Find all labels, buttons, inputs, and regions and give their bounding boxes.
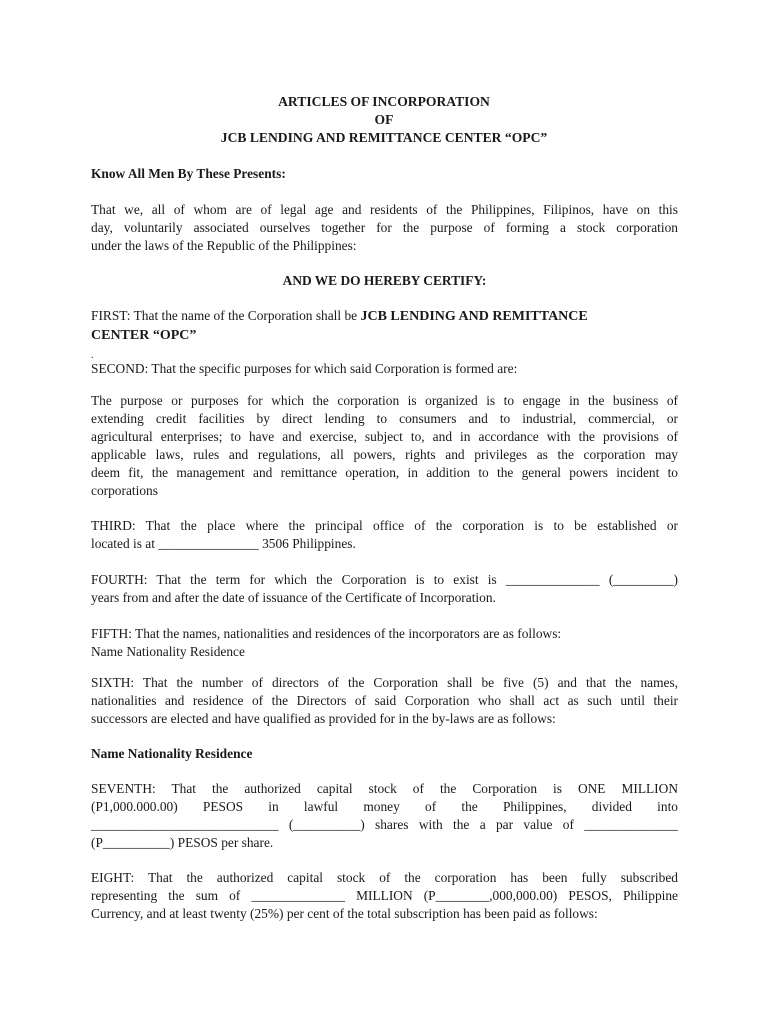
purpose-paragraph bbox=[91, 392, 678, 499]
purpose-line: agricultural enterprises; to have and exercise, subject to, and in accordance with the provisions of bbox=[91, 428, 678, 444]
eighth-line: representing the sum of ______________ MILLION (P________,000,000.00) PESOS, Philippine bbox=[91, 887, 678, 903]
purpose-line: deem fit, the management and remittance operation, in addition to the general powers incident to bbox=[91, 464, 678, 480]
first-prefix: FIRST: That the name of the Corporation shall be bbox=[91, 308, 361, 323]
intro-line: under the laws of the Republic of the Philippines: bbox=[91, 237, 357, 253]
fifth-article bbox=[91, 625, 678, 661]
stray-dot: . bbox=[91, 349, 94, 361]
first-article bbox=[91, 307, 678, 363]
intro-line: That we, all of whom are of legal age and residents of the Philippines, Filipinos, have on this bbox=[91, 202, 678, 217]
seventh-line: ____________________________ (__________) shares with the a par value of ______________ bbox=[91, 816, 678, 832]
purpose-line: The purpose or purposes for which the corporation is organized is to engage in the business of bbox=[91, 393, 678, 408]
eighth-article bbox=[91, 869, 678, 923]
purpose-line: extending credit facilities by direct lending to consumers and to industrial, commercial, or bbox=[91, 410, 678, 426]
name-nationality-heading: Name Nationality Residence bbox=[91, 746, 253, 761]
eighth-line: Currency, and at least twenty (25%) per cent of the total subscription has been paid as follows: bbox=[91, 905, 598, 921]
title-line-2: OF bbox=[374, 112, 394, 127]
third-article bbox=[91, 517, 678, 553]
sixth-article bbox=[91, 674, 678, 728]
sixth-line: nationalities and residence of the Directors of said Corporation who shall act as such until their bbox=[91, 692, 678, 708]
third-line: THIRD: That the place where the principal office of the corporation is to be established or bbox=[91, 518, 678, 533]
intro-line: day, voluntarily associated ourselves together for the purpose of forming a stock corporation bbox=[91, 219, 678, 235]
second-article: SECOND: That the specific purposes for which said Corporation is formed are: bbox=[91, 361, 518, 376]
intro-paragraph bbox=[91, 201, 678, 255]
document-title bbox=[0, 93, 768, 147]
eighth-line: EIGHT: That the authorized capital stock of the corporation has been fully subscribed bbox=[91, 870, 678, 885]
certify-heading: AND WE DO HEREBY CERTIFY: bbox=[282, 273, 487, 288]
corp-name-part-1: JCB LENDING AND REMITTANCE bbox=[360, 309, 588, 324]
purpose-line: applicable laws, rules and regulations, all powers, rights and privileges as the corporation may bbox=[91, 446, 678, 462]
fourth-line: years from and after the date of issuance of the Certificate of Incorporation. bbox=[91, 589, 496, 605]
title-line-3: JCB LENDING AND REMITTANCE CENTER “OPC” bbox=[220, 130, 548, 145]
seventh-article bbox=[91, 780, 678, 852]
third-line: located is at _______________ 3506 Philippines. bbox=[91, 535, 356, 551]
fourth-line: FOURTH: That the term for which the Corporation is to exist is ______________ (_________) bbox=[91, 572, 678, 587]
seventh-line: SEVENTH: That the authorized capital stock of the Corporation is ONE MILLION bbox=[91, 781, 678, 796]
seventh-line: (P1,000.000.00) PESOS in lawful money of the Philippines, divided into bbox=[91, 798, 678, 814]
fifth-line: FIFTH: That the names, nationalities and residences of the incorporators are as follows: bbox=[91, 626, 562, 641]
corp-name-part-2: CENTER “OPC” bbox=[91, 327, 197, 343]
title-line-1: ARTICLES OF INCORPORATION bbox=[278, 94, 490, 109]
fourth-article bbox=[91, 571, 678, 607]
fifth-line: Name Nationality Residence bbox=[91, 643, 245, 659]
sixth-line: SIXTH: That the number of directors of the Corporation shall be five (5) and that the names, bbox=[91, 675, 678, 690]
purpose-line: corporations bbox=[91, 482, 158, 498]
sixth-line: successors are elected and have qualified as provided for in the by-laws are as follows: bbox=[91, 710, 556, 726]
seventh-line: (P__________) PESOS per share. bbox=[91, 834, 274, 850]
know-all-heading: Know All Men By These Presents: bbox=[91, 166, 286, 181]
